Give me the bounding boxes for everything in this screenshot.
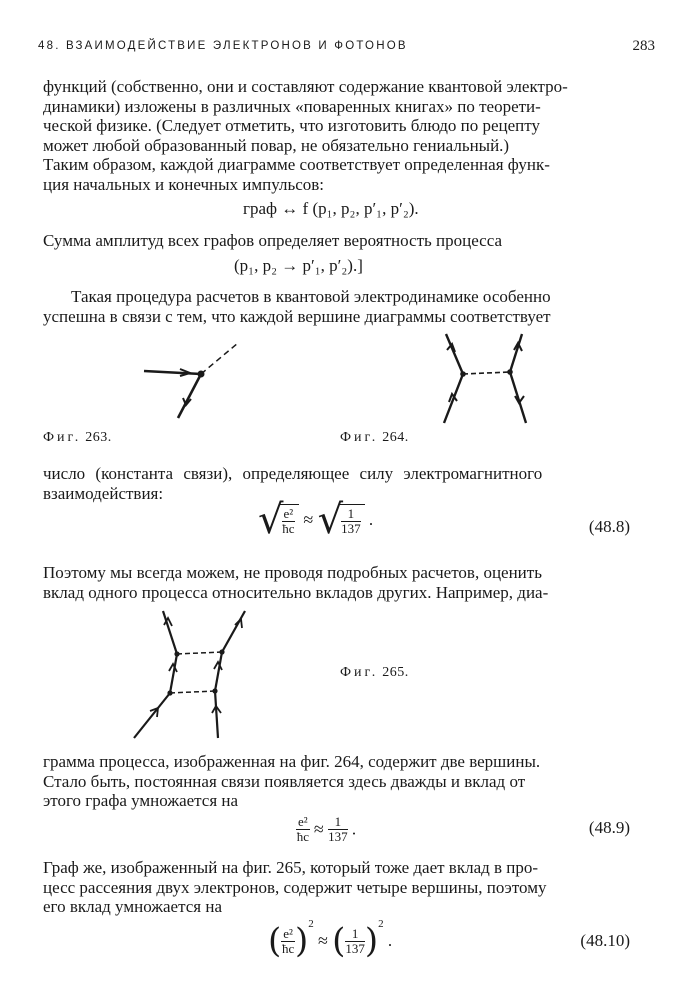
text-line: Таким образом, каждой диаграмме соответствует определенная функ-: [43, 155, 550, 174]
page-number: 283: [632, 38, 655, 54]
fraction: $\frac{1}{137}$: [328, 814, 348, 844]
text-line: Сумма амплитуд всех графов определяет вероятность процесса: [43, 231, 503, 250]
formula-process: (p₁, p₂ → p′₁, p′₂).]: [234, 256, 363, 275]
figure-265-caption: Фиг. 265.: [340, 665, 409, 680]
fraction: $\frac{1}{137}$: [345, 925, 365, 956]
figure-265-diagram: [130, 605, 260, 745]
electron-line: [215, 652, 222, 691]
figure-264-diagram: [430, 328, 540, 428]
text-line: может любой образованный повар, не обязательно гениальный.): [43, 135, 510, 155]
sqrt: √ $\frac{\text{e²}}{ħc}$: [258, 500, 299, 540]
vertex: [219, 649, 224, 654]
text-line: грамма процесса, изображенная на фиг. 264, содержит две вершины.: [43, 752, 541, 771]
photon-line: [201, 343, 238, 374]
text-line: цесс рассеяния двух электронов, содержит четыре вершины, поэтому: [43, 877, 547, 897]
electron-line: [215, 691, 218, 738]
fraction: $\frac{\text{e²}}{ħc}$: [281, 925, 295, 956]
text-line: Такая процедура расчетов в квантовой электродинамике особенно: [71, 287, 551, 306]
equation-48-10: ( $\frac{\text{e²}}{ħc}$ )$^2$ ≈ ( $\frac{1}{137}$ )$^2$ .: [268, 918, 393, 962]
vertex: [212, 688, 217, 693]
photon-line: [463, 372, 510, 374]
electron-line: [170, 654, 177, 693]
vertex: [460, 371, 466, 377]
paragraph-5: [43, 563, 629, 602]
text-line: функций (собственно, они и составляют содержание квантовой электро-: [43, 77, 568, 96]
equation-number: (48.9): [588, 818, 630, 837]
running-header: 48. ВЗАИМОДЕЙСТВИЕ ЭЛЕКТРОНОВ И ФОТОНОВ: [38, 40, 408, 52]
text-line: число (константа связи), определяющее силу электромагнитного: [43, 464, 543, 483]
figure-263-diagram: [138, 338, 248, 423]
electron-line: [163, 611, 177, 654]
photon-line: [170, 691, 215, 693]
text-line: взаимодействия:: [43, 483, 164, 503]
paragraph-1: [43, 77, 629, 194]
electron-line: [144, 371, 201, 374]
electron-line: [444, 374, 463, 423]
fraction: $\frac{\text{e²}}{ħc}$: [282, 506, 295, 536]
text-line: его вклад умножается на: [43, 897, 222, 916]
equation-48-8: √ $\frac{\text{e²}}{ħc}$ ≈ √ $\frac{1}{137}$ .: [258, 497, 374, 543]
vertex: [507, 369, 513, 375]
text-line: вклад одного процесса относительно вкладов других. Например, диа-: [43, 582, 549, 602]
text-line: Поэтому мы всегда можем, не проводя подробных расчетов, оценить: [43, 563, 542, 582]
text-line: ческой физике. (Следует отметить, что изготовить блюдо по рецепту: [43, 116, 540, 135]
electron-line: [222, 611, 245, 652]
text-line: успешна в связи с тем, что каждой вершине диаграммы соответствует: [43, 306, 551, 326]
electron-line: [510, 334, 522, 372]
text-line: динамики) изложены в различных «поваренных книгах» по теорети-: [43, 96, 541, 116]
paragraph-6: [43, 752, 629, 811]
text-line: Стало быть, постоянная связи появляется здесь дважды и вклад от: [43, 771, 526, 791]
vertex: [198, 371, 205, 378]
figure-263-caption: Фиг. 263.: [43, 430, 112, 445]
photon-line: [177, 652, 222, 654]
electron-line: [134, 693, 170, 738]
vertex: [174, 651, 179, 656]
fraction: $\frac{\text{e²}}{ħc}$: [296, 814, 309, 844]
sqrt: √ $\frac{1}{137}$: [318, 500, 365, 540]
text-line: ция начальных и конечных импульсов:: [43, 174, 324, 194]
fraction: $\frac{1}{137}$: [341, 506, 361, 536]
figure-264-caption: Фиг. 264.: [340, 430, 409, 445]
electron-line: [446, 334, 463, 374]
formula-graph-function: граф ↔ f (p₁, p₂, p′₁, p′₂).: [243, 199, 419, 218]
paragraph-2: [43, 231, 629, 251]
equation-number: (48.8): [588, 517, 630, 536]
text-line: Граф же, изображенный на фиг. 265, который тоже дает вклад в про-: [43, 858, 539, 877]
text-line: этого графа умножается на: [43, 791, 239, 810]
paragraph-7: [43, 858, 629, 917]
equation-number: (48.10): [580, 931, 630, 950]
equation-48-9: $\frac{\text{e²}}{ħc}$ ≈ $\frac{1}{137}$ .: [296, 814, 357, 844]
paragraph-3: [43, 287, 629, 326]
electron-line: [178, 374, 201, 418]
vertex: [167, 690, 172, 695]
